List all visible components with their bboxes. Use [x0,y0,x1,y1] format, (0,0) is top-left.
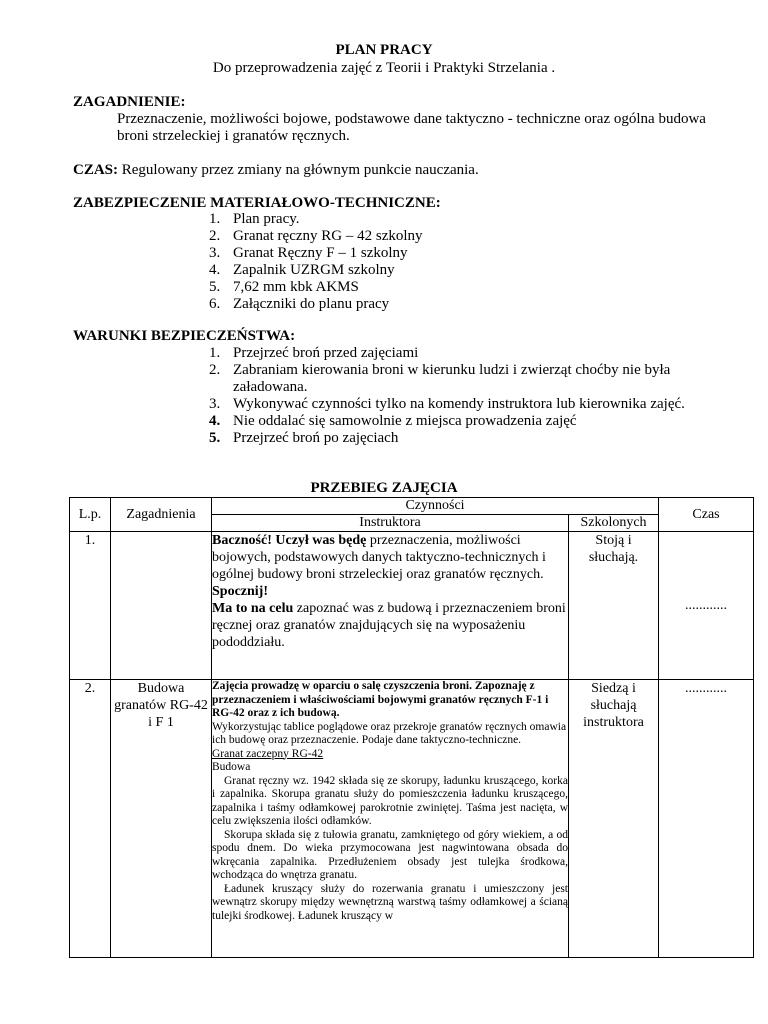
list-item: 6. Załączniki do planu pracy [209,296,390,312]
page-title: PLAN PRACY [335,42,433,58]
zabezpieczenie-heading: ZABEZPIECZENIE MATERIAŁOWO-TECHNICZNE: [73,195,441,211]
header-instruktora: Instruktora [212,515,569,532]
row2-instruktora: Zajęcia prowadzę w oparciu o salę czyszczenia broni. Zapoznaję z przeznaczeniem i właściwościami bojowymi granatów ręcznych F-1 i RG-42 oraz z ich budową. Wykorzystując tablice poglądowe oraz przekroje granatów ręcznych omawia ich budowę oraz przeznaczenie. Podaje dane taktyczno-techniczne. Granat zaczepny RG-42 Budowa Granat ręczny wz. 1942 składa się ze skorupy, ładunku kruszącego, korka i zapalnika. Skorupa granatu służy do pomieszczenia ładunku kruszącego, zapalnika i taśmy odłamkowej parokrotnie zwiniętej. Taśma jest nacięta, w celu zwiększenia ilości odłamków. Skorupa składa się z tułowia granatu, zamkniętego od góry wiekiem, a od spodu dnem. Do wieka przymocowana jest nagwintowana obsada do wkręcania zapalnika. Przedłużeniem obsady jest tulejka środkowa, wchodząca do wnętrza granatu. Ładunek kruszący służy do rozerwania granatu i umieszczony jest wewnątrz skorupy między wewnętrzną warstwą taśmy odłamkowej a ścianą tulejki środkowej. Ładunek kruszący w [212,680,569,958]
warunki-heading: WARUNKI BEZPIECZEŃSTWA: [73,328,296,344]
row1-lp: 1. [70,532,111,680]
zagadnienie-line-1: Przeznaczenie, możliwości bojowe, podstawowe dane taktyczno - techniczne oraz ogólna budowa [117,111,706,127]
warunki-list [209,345,699,447]
list-item: 3. Granat Ręczny F – 1 szkolny [209,245,408,261]
row1-szkolonych: Stoją i słuchają. [569,532,659,680]
list-item: 4. Zapalnik UZRGM szkolny [209,262,395,278]
zabezpieczenie-list [209,211,729,313]
table-row [70,680,754,958]
czas-label: CZAS: [73,162,119,178]
czas-line [73,162,479,179]
table-row [70,532,754,680]
przebieg-title: PRZEBIEG ZAJĘCIA [310,480,458,496]
row2-lp: 2. [70,680,111,958]
row2-zagadnienia: Budowa granatów RG-42 i F 1 [111,680,212,958]
zagadnienie-text [117,111,757,145]
header-czas: Czas [659,498,754,532]
header-szkolonych: Szkolonych [569,515,659,532]
list-item: 5. 7,62 mm kbk AKMS [209,279,359,295]
list-item: 5. Przejrzeć broń po zajęciach [209,430,399,446]
list-item: 2. Granat ręczny RG – 42 szkolny [209,228,423,244]
header-lp: L.p. [70,498,111,532]
list-item: 2. Zabraniam kierowania broni w kierunku ludzi i zwierząt choćby nie była załadowana. [209,362,671,395]
list-item: 4. Nie oddalać się samowolnie z miejsca prowadzenia zajęć [209,413,577,429]
czas-text: Regulowany przez zmiany na głównym punkcie nauczania. [118,162,479,178]
row1-czas: ............ [659,532,754,680]
list-item: 1. Plan pracy. [209,211,300,227]
list-item: 1. Przejrzeć broń przed zajęciami [209,345,419,361]
header-czynnosci: Czynności [212,498,659,515]
zagadnienie-line-2: broni strzeleckiej i granatów ręcznych. [117,128,350,144]
przebieg-table [69,497,754,958]
row1-zagadnienia [111,532,212,680]
row2-czas: ............ [659,680,754,958]
list-item: 3. Wykonywać czynności tylko na komendy instruktora lub kierownika zajęć. [209,396,685,412]
header-zagadnienia: Zagadnienia [111,498,212,532]
zagadnienie-heading: ZAGADNIENIE: [73,94,186,110]
row1-instruktora: Baczność! Uczył was będę przeznaczenia, możliwości bojowych, podstawowych danych taktyczno-technicznych i ogólnej budowy broni strzeleckiej oraz granatów ręcznych. Spocznij! Ma to na celu zapoznać was z budową i przeznaczeniem broni ręcznej oraz granatów znajdujących się na wyposażeniu pododdziału. [212,532,569,680]
row2-szkolonych: Siedzą i słuchają instruktora [569,680,659,958]
page-subtitle: Do przeprowadzenia zajęć z Teorii i Praktyki Strzelania . [212,60,556,76]
